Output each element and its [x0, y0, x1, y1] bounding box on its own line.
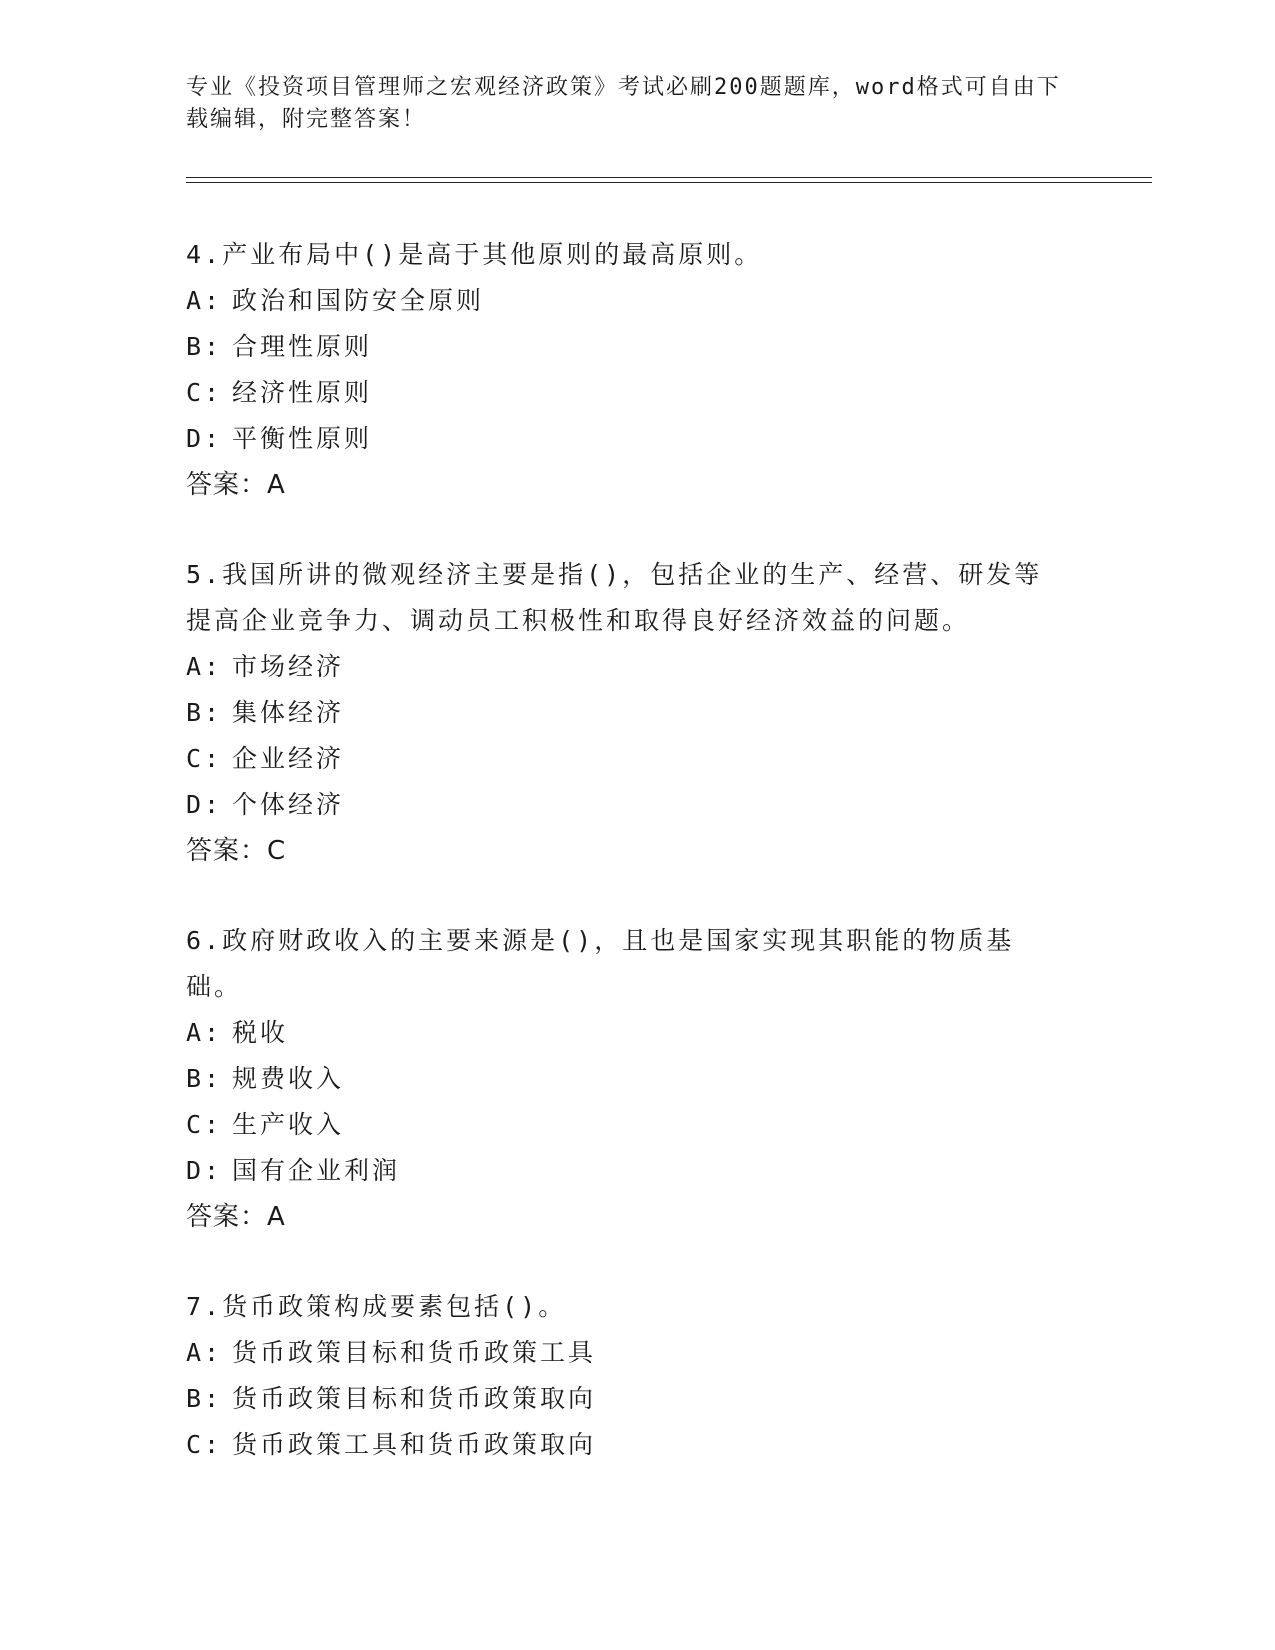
question-stem: 5.我国所讲的微观经济主要是指()，包括企业的生产、经营、研发等提高企业竞争力、调动员工积极性和取得良好经济效益的问题。 — [186, 560, 1043, 635]
question-list — [186, 232, 1066, 1512]
option-letter: D: — [186, 424, 223, 453]
option-text: 市场经济 — [232, 652, 345, 681]
option-a — [186, 1010, 1066, 1056]
option-text: 平衡性原则 — [232, 424, 373, 453]
option-d — [186, 416, 1066, 462]
option-b — [186, 690, 1066, 736]
question-stem: 6.政府财政收入的主要来源是()，且也是国家实现其职能的物质基础。 — [186, 926, 1015, 1001]
question-7 — [186, 1284, 1066, 1468]
option-letter: A: — [186, 652, 223, 681]
option-letter: D: — [186, 1156, 223, 1185]
option-a — [186, 278, 1066, 324]
option-c — [186, 370, 1066, 416]
option-text: 货币政策工具和货币政策取向 — [232, 1430, 597, 1459]
option-letter: C: — [186, 744, 223, 773]
option-letter: A: — [186, 1338, 223, 1367]
option-letter: B: — [186, 332, 223, 361]
option-letter: B: — [186, 698, 223, 727]
option-b — [186, 1056, 1066, 1102]
option-text: 规费收入 — [232, 1064, 345, 1093]
option-c — [186, 736, 1066, 782]
option-text: 集体经济 — [232, 698, 345, 727]
option-text: 税收 — [232, 1018, 289, 1047]
option-letter: C: — [186, 1430, 223, 1459]
answer-line: 答案：A — [186, 470, 286, 500]
option-d — [186, 782, 1066, 828]
question-4 — [186, 232, 1066, 508]
answer-line: 答案：A — [186, 1202, 286, 1232]
option-text: 合理性原则 — [232, 332, 373, 361]
question-5 — [186, 552, 1066, 874]
option-c — [186, 1422, 1066, 1468]
option-text: 货币政策目标和货币政策工具 — [232, 1338, 597, 1367]
option-letter: B: — [186, 1384, 223, 1413]
option-letter: C: — [186, 1110, 223, 1139]
option-letter: A: — [186, 1018, 223, 1047]
option-text: 货币政策目标和货币政策取向 — [232, 1384, 597, 1413]
option-a — [186, 1330, 1066, 1376]
option-text: 经济性原则 — [232, 378, 373, 407]
header-rule-top — [186, 177, 1152, 178]
question-stem: 4.产业布局中()是高于其他原则的最高原则。 — [186, 240, 763, 269]
option-b — [186, 1376, 1066, 1422]
option-text: 生产收入 — [232, 1110, 345, 1139]
option-text: 政治和国防安全原则 — [232, 286, 485, 315]
option-b — [186, 324, 1066, 370]
document-header: 专业《投资项目管理师之宏观经济政策》考试必刷200题题库，word格式可自由下载编辑，附完整答案！ — [186, 75, 1061, 132]
option-a — [186, 644, 1066, 690]
question-6 — [186, 918, 1066, 1240]
option-text: 企业经济 — [232, 744, 345, 773]
option-d — [186, 1148, 1066, 1194]
header-rule-bottom — [186, 182, 1152, 183]
option-text: 个体经济 — [232, 790, 345, 819]
option-letter: B: — [186, 1064, 223, 1093]
question-stem: 7.货币政策构成要素包括()。 — [186, 1292, 567, 1321]
option-letter: D: — [186, 790, 223, 819]
answer-line: 答案：C — [186, 836, 287, 866]
option-letter: C: — [186, 378, 223, 407]
option-letter: A: — [186, 286, 223, 315]
option-text: 国有企业利润 — [232, 1156, 401, 1185]
option-c — [186, 1102, 1066, 1148]
